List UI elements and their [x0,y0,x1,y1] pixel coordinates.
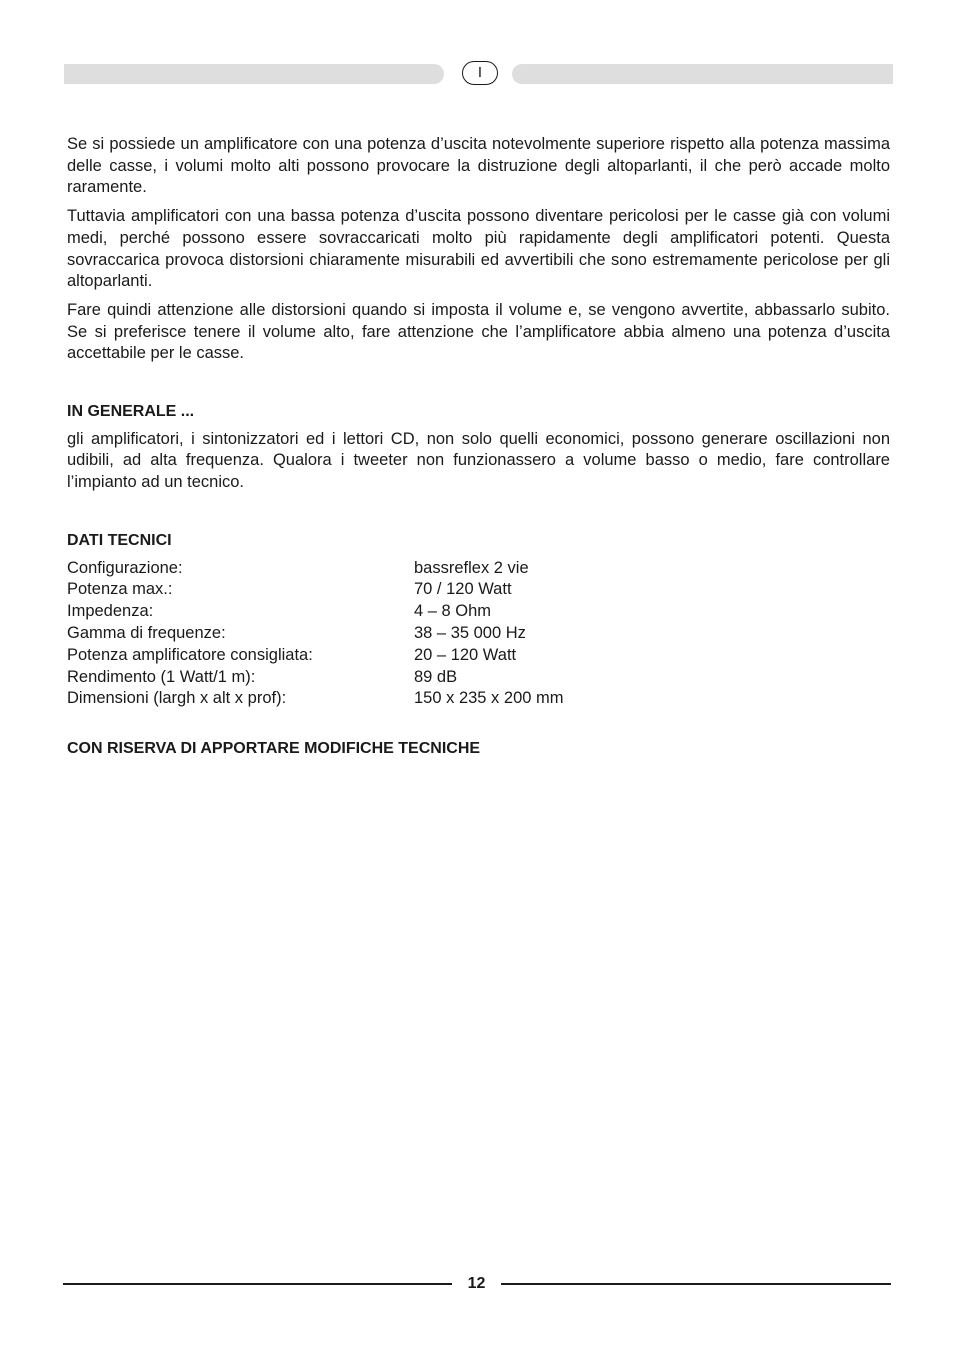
page-number: 12 [467,1275,486,1292]
spec-value: 89 dB [414,667,458,686]
footer-rule-left [63,1283,452,1285]
spec-label: Impedenza: [67,602,154,621]
spec-row [67,645,890,667]
spec-label: Potenza amplificatore consigliata: [67,645,313,664]
spec-label: Configurazione: [67,558,183,577]
spec-row [67,667,890,689]
header-band-right [512,64,893,84]
general-heading: IN GENERALE ... [67,403,195,421]
spec-value: 4 – 8 Ohm [414,602,492,621]
spec-value: 38 – 35 000 Hz [414,623,526,642]
intro-paragraph-3: Fare quindi attenzione alle distorsioni quando si imposta il volume e, se vengono avvertite, abbassarlo subito. Se si preferisce tenere il volume alto, fare attenzione che l’amplificatore abbia almeno una potenza d’uscita accettabile per le casse. [67,300,890,363]
spec-value: 150 x 235 x 200 mm [414,689,564,708]
spec-label: Dimensioni (largh x alt x prof): [67,689,287,708]
general-paragraph: gli amplificatori, i sintonizzatori ed i lettori CD, non solo quelli economici, possono generare oscillazioni non udibili, ad alta frequenza. Qualora i tweeter non funzionassero a volume basso o medio, fare controllare l’impianto ad un tecnico. [67,429,890,492]
spec-value: bassreflex 2 vie [414,558,529,577]
page-content [67,134,890,760]
intro-paragraph-2: Tuttavia amplificatori con una bassa potenza d’uscita possono diventare pericolosi per le casse già con volumi medi, perché possono essere sovraccaricati molto più rapidamente degli amplificatori potenti. Questa sovraccarica provoca distorsioni chiaramente misurabili ed avvertibili che sono estremamente pericolose per gli altoparlanti. [67,207,890,291]
specs-heading: DATI TECNICI [67,531,172,549]
spec-row [67,623,890,645]
spec-value: 20 – 120 Watt [414,645,517,664]
spec-label: Potenza max.: [67,580,173,599]
spec-row [67,579,890,601]
header-band-left [64,64,444,84]
reserve-notice: CON RISERVA DI APPORTARE MODIFICHE TECNICHE [67,740,481,758]
spec-row [67,688,890,710]
spec-row [67,601,890,623]
language-badge: I [462,61,498,85]
specs-table [67,558,890,711]
intro-paragraph-1: Se si possiede un amplificatore con una potenza d’uscita notevolmente superiore rispetto alla potenza massima delle casse, i volumi molto alti possono provocare la distruzione degli altoparlanti, il che però accade molto raramente. [67,135,890,197]
spec-value: 70 / 120 Watt [414,580,512,599]
spec-label: Gamma di frequenze: [67,623,226,642]
footer-rule-right [501,1283,891,1285]
spec-row [67,558,890,580]
spec-label: Rendimento (1 Watt/1 m): [67,667,256,686]
